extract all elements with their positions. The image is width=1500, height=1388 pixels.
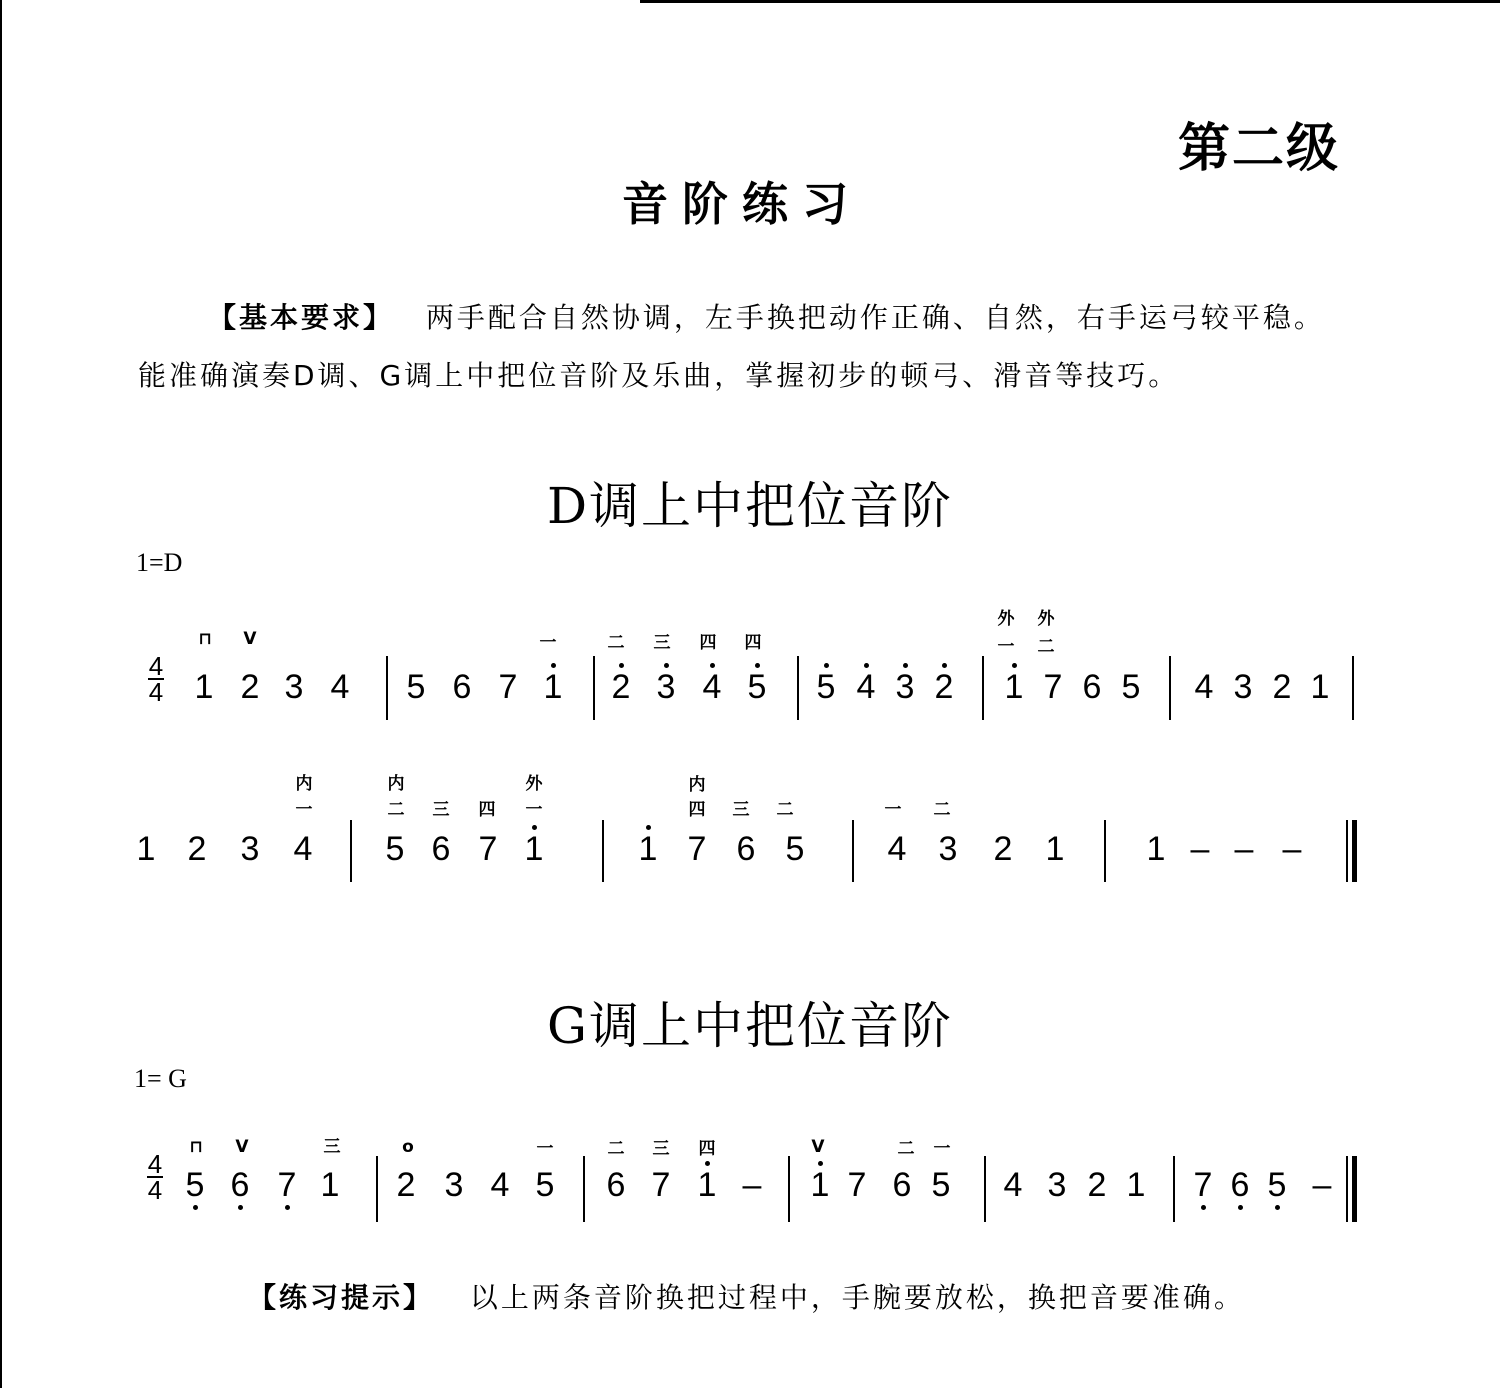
fingering-mark: 三 xyxy=(652,1139,670,1159)
fingering-mark: 一 xyxy=(536,1139,554,1159)
jianpu-note: 2 xyxy=(934,668,954,706)
jianpu-note: 3 xyxy=(240,830,260,868)
final-bar-thin xyxy=(1346,820,1348,882)
jianpu-note: 7 xyxy=(478,830,498,868)
jianpu-note: 5 xyxy=(385,830,405,868)
bar-line xyxy=(982,656,984,720)
bar-line xyxy=(1169,656,1171,720)
jianpu-note: 1 xyxy=(136,830,156,868)
time-signature-bottom: 4 xyxy=(148,677,164,707)
jianpu-note: 2 xyxy=(993,830,1013,868)
fingering-mark: V xyxy=(235,1137,249,1157)
jianpu-note: 4 xyxy=(856,668,876,706)
jianpu-note: 6 xyxy=(1230,1166,1250,1204)
key-signature-g: 1= G xyxy=(134,1064,187,1093)
jianpu-note: 5 xyxy=(406,668,426,706)
jianpu-note: 6 xyxy=(736,830,756,868)
page-border-top xyxy=(640,0,1500,3)
bar-line xyxy=(984,1156,986,1222)
jianpu-note: 4 xyxy=(1003,1166,1023,1204)
fingering-mark: 外 xyxy=(1037,609,1055,629)
jianpu-note: 1 xyxy=(524,830,544,868)
jianpu-note: 5 xyxy=(816,668,836,706)
jianpu-note: 1 xyxy=(320,1166,340,1204)
octave-dot-below xyxy=(193,1205,198,1210)
jianpu-note: 7 xyxy=(687,830,707,868)
fingering-mark: ⊓ xyxy=(189,1137,203,1157)
fingering-mark: 一 xyxy=(525,800,543,820)
jianpu-note: 1 xyxy=(194,668,214,706)
jianpu-note: 1 xyxy=(810,1166,830,1204)
fingering-mark: 一 xyxy=(884,800,902,820)
fingering-mark: 三 xyxy=(323,1137,341,1157)
bar-line xyxy=(797,656,799,720)
level-heading: 第二级 xyxy=(1178,118,1341,179)
jianpu-note: 4 xyxy=(702,668,722,706)
bar-line xyxy=(788,1156,790,1222)
section-title-g: G调上中把位音阶 xyxy=(547,997,953,1055)
practice-hint-text: 以上两条音阶换把过程中，手腕要放松，换把音要准确。 xyxy=(469,1281,1245,1314)
bar-line xyxy=(852,820,854,882)
octave-dot-below xyxy=(1201,1205,1206,1210)
octave-dot-above xyxy=(1012,663,1017,668)
octave-dot-below xyxy=(285,1205,290,1210)
octave-dot-above xyxy=(664,663,669,668)
octave-dot-above xyxy=(532,825,537,830)
jianpu-note: 7 xyxy=(498,668,518,706)
key-signature-d: 1=D xyxy=(136,548,183,577)
octave-dot-above xyxy=(818,1161,823,1166)
jianpu-note: 2 xyxy=(611,668,631,706)
fingering-mark: 三 xyxy=(432,800,450,820)
bar-line xyxy=(350,820,352,882)
fingering-mark: 二 xyxy=(607,1139,625,1159)
jianpu-note: 5 xyxy=(785,830,805,868)
fingering-mark: 三 xyxy=(653,633,671,653)
octave-dot-above xyxy=(864,663,869,668)
bar-line xyxy=(386,656,388,720)
fingering-mark: 二 xyxy=(1037,637,1055,657)
jianpu-note: 7 xyxy=(651,1166,671,1204)
jianpu-note: – xyxy=(1282,830,1302,868)
bar-line xyxy=(1173,1156,1175,1222)
jianpu-note: 7 xyxy=(277,1166,297,1204)
bar-line xyxy=(583,1156,585,1222)
jianpu-note: 6 xyxy=(892,1166,912,1204)
octave-dot-above xyxy=(710,663,715,668)
fingering-mark: 四 xyxy=(744,633,762,653)
jianpu-note: 3 xyxy=(444,1166,464,1204)
octave-dot-above xyxy=(755,663,760,668)
jianpu-note: 1 xyxy=(1045,830,1065,868)
octave-dot-above xyxy=(705,1161,710,1166)
jianpu-note: 4 xyxy=(1194,668,1214,706)
practice-hint xyxy=(248,1276,1245,1316)
practice-hint-label: 【练习提示】 xyxy=(248,1281,435,1314)
jianpu-note: 5 xyxy=(931,1166,951,1204)
jianpu-note: 1 xyxy=(1146,830,1166,868)
jianpu-note: 4 xyxy=(293,830,313,868)
jianpu-note: 1 xyxy=(697,1166,717,1204)
jianpu-note: 7 xyxy=(1043,668,1063,706)
fingering-mark: 内 xyxy=(295,774,313,794)
jianpu-note: 1 xyxy=(1310,668,1330,706)
fingering-mark: 一 xyxy=(295,800,313,820)
jianpu-note: 2 xyxy=(240,668,260,706)
jianpu-note: – xyxy=(1190,830,1210,868)
time-signature-g xyxy=(144,1149,166,1205)
jianpu-note: 1 xyxy=(1126,1166,1146,1204)
fingering-mark: 外 xyxy=(997,609,1015,629)
fingering-mark: 四 xyxy=(478,800,496,820)
time-signature-top: 4 xyxy=(147,1149,163,1179)
jianpu-note: 3 xyxy=(938,830,958,868)
jianpu-note: 1 xyxy=(1004,668,1024,706)
final-bar-thick xyxy=(1352,820,1357,882)
bar-line xyxy=(376,1156,378,1222)
fingering-mark: 二 xyxy=(933,800,951,820)
jianpu-note: 5 xyxy=(185,1166,205,1204)
fingering-mark: 外 xyxy=(525,774,543,794)
requirements-text-1: 两手配合自然协调，左手换把动作正确、自然，右手运弓较平稳。 xyxy=(425,301,1325,334)
fingering-mark: 三 xyxy=(732,800,750,820)
requirements-label: 【基本要求】 xyxy=(208,301,395,334)
final-bar-thick xyxy=(1352,1156,1357,1222)
jianpu-note: 4 xyxy=(887,830,907,868)
fingering-mark: 四 xyxy=(698,1139,716,1159)
jianpu-note: 1 xyxy=(543,668,563,706)
jianpu-note: 3 xyxy=(1233,668,1253,706)
bar-line xyxy=(1352,656,1354,720)
fingering-mark: 一 xyxy=(539,633,557,653)
jianpu-note: 5 xyxy=(1267,1166,1287,1204)
fingering-mark: V xyxy=(243,629,257,649)
bar-line xyxy=(1104,820,1106,882)
page-title-text: 音阶练习 xyxy=(622,177,862,231)
fingering-mark: 内 xyxy=(688,775,706,795)
fingering-mark: 二 xyxy=(776,800,794,820)
jianpu-note: 2 xyxy=(1087,1166,1107,1204)
octave-dot-above xyxy=(619,663,624,668)
octave-dot-above xyxy=(903,663,908,668)
fingering-mark: 二 xyxy=(607,633,625,653)
jianpu-note: 5 xyxy=(535,1166,555,1204)
fingering-mark: ⊓ xyxy=(198,629,212,649)
jianpu-note: 7 xyxy=(847,1166,867,1204)
octave-dot-above xyxy=(942,663,947,668)
bar-line xyxy=(602,820,604,882)
fingering-mark: V xyxy=(811,1137,825,1157)
final-bar-thin xyxy=(1346,1156,1348,1222)
jianpu-note: 2 xyxy=(396,1166,416,1204)
fingering-mark: 二 xyxy=(897,1139,915,1159)
time-signature-bottom: 4 xyxy=(147,1175,163,1205)
jianpu-note: 4 xyxy=(330,668,350,706)
jianpu-note: 2 xyxy=(1272,668,1292,706)
jianpu-note: 5 xyxy=(747,668,767,706)
jianpu-note: 6 xyxy=(1082,668,1102,706)
jianpu-note: 6 xyxy=(606,1166,626,1204)
jianpu-note: 7 xyxy=(1193,1166,1213,1204)
jianpu-note: 6 xyxy=(452,668,472,706)
jianpu-note: – xyxy=(742,1166,762,1204)
fingering-mark: 四 xyxy=(688,800,706,820)
jianpu-note: 2 xyxy=(187,830,207,868)
requirements-line-2: 能准确演奏D调、G调上中把位音阶及乐曲，掌握初步的顿弓、滑音等技巧。 xyxy=(138,359,1180,392)
fingering-mark: 一 xyxy=(933,1139,951,1159)
time-signature-top: 4 xyxy=(148,651,164,681)
section-title-d: D调上中把位音阶 xyxy=(546,477,954,535)
jianpu-note: – xyxy=(1312,1166,1332,1204)
jianpu-note: 3 xyxy=(656,668,676,706)
jianpu-note: 4 xyxy=(490,1166,510,1204)
fingering-mark: 内 xyxy=(387,774,405,794)
jianpu-note: 6 xyxy=(230,1166,250,1204)
time-signature-d xyxy=(145,651,167,707)
octave-dot-below xyxy=(1238,1205,1243,1210)
fingering-mark: 四 xyxy=(699,633,717,653)
octave-dot-below xyxy=(238,1205,243,1210)
octave-dot-below xyxy=(1275,1205,1280,1210)
fingering-mark: 一 xyxy=(997,637,1015,657)
octave-dot-above xyxy=(551,663,556,668)
jianpu-note: 1 xyxy=(638,830,658,868)
requirements-line-1 xyxy=(208,296,1325,336)
jianpu-note: 3 xyxy=(284,668,304,706)
jianpu-note: 5 xyxy=(1121,668,1141,706)
octave-dot-above xyxy=(824,663,829,668)
jianpu-note: 6 xyxy=(431,830,451,868)
fingering-mark: o xyxy=(402,1137,414,1157)
jianpu-note: 3 xyxy=(1047,1166,1067,1204)
fingering-mark: 二 xyxy=(387,800,405,820)
jianpu-note: 3 xyxy=(895,668,915,706)
octave-dot-above xyxy=(646,825,651,830)
bar-line xyxy=(593,656,595,720)
jianpu-note: – xyxy=(1234,830,1254,868)
page-title xyxy=(0,168,1500,234)
